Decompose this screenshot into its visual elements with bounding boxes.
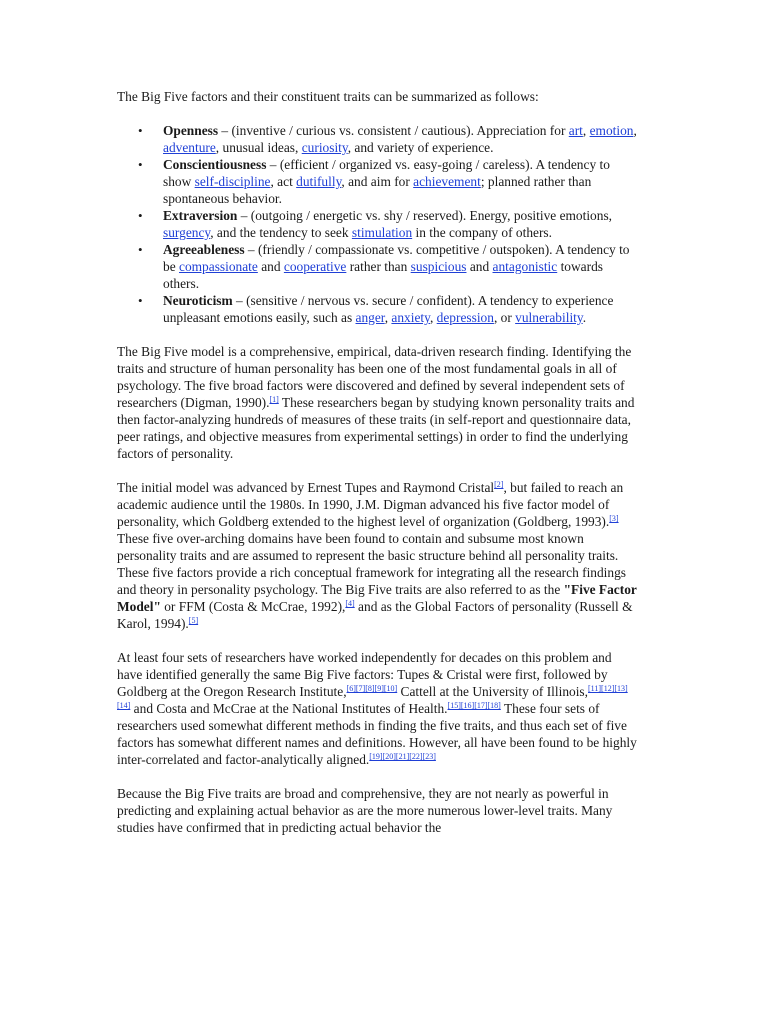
text-run: , — [633, 123, 637, 138]
text-run: , — [384, 310, 392, 325]
intro-paragraph: The Big Five factors and their constituent traits can be summarized as follows: — [117, 89, 539, 104]
inline-link[interactable]: anger — [355, 310, 385, 325]
text-run: , but failed to reach an academic audience until the 1980s. In 1990, J.M. Digman advanced his five factor model of personality, which Goldberg extended to the highest level of organization (Goldberg, 1993). — [117, 480, 624, 529]
trait-item-conscientiousness — [163, 156, 637, 207]
text-run: – (inventive / curious vs. consistent / cautious). Appreciation for — [218, 123, 569, 138]
text-run: ; planned rather than spontaneous behavior. — [163, 174, 592, 206]
citation-link[interactable]: [15][16][17][18] — [447, 701, 501, 710]
text-run: and — [466, 259, 493, 274]
text-run: Cattell at the University of Illinois, — [397, 684, 588, 699]
bold-term: Neuroticism — [163, 293, 233, 308]
text-run: The initial model was advanced by Ernest Tupes and Raymond Cristal — [117, 480, 495, 495]
text-run: in the company of others. — [412, 225, 552, 240]
trait-item-extraversion — [163, 207, 637, 241]
text-run: , and variety of experience. — [347, 140, 494, 155]
inline-link[interactable]: adventure — [163, 140, 216, 155]
inline-link[interactable]: self-discipline — [194, 174, 271, 189]
bold-term: Extraversion — [163, 208, 238, 223]
text-run: , and the tendency to seek — [210, 225, 352, 240]
bold-term: "Five Factor Model" — [117, 582, 637, 614]
inline-link[interactable]: anxiety — [391, 310, 430, 325]
trait-item-agreeableness — [163, 241, 637, 292]
inline-link[interactable]: dutifully — [296, 174, 342, 189]
inline-link[interactable]: antagonistic — [492, 259, 558, 274]
citation-ref — [369, 752, 436, 761]
citation-ref — [448, 701, 501, 710]
text-run: and as the Global Factors of personality (Russell & Karol, 1994). — [117, 599, 633, 631]
text-run: or FFM (Costa & McCrae, 1992), — [160, 599, 346, 614]
citation-ref — [609, 514, 618, 523]
citation-ref — [189, 616, 198, 625]
text-run: rather than — [346, 259, 411, 274]
text-run: and Costa and McCrae at the National Institutes of Health. — [130, 701, 448, 716]
text-run: – (outgoing / energetic vs. shy / reserved). Energy, positive emotions, — [237, 208, 613, 223]
inline-link[interactable]: art — [568, 123, 583, 138]
bold-term: Agreeableness — [163, 242, 245, 257]
inline-link[interactable]: emotion — [589, 123, 634, 138]
text-run: These researchers began by studying known personality traits and then factor-analyzing hundreds of measures of these traits (in self-report and questionnaire data, peer ratings, and objective measures from experimental settings) in order to find the underlying factors of personality. — [117, 395, 635, 461]
body-paragraph-4 — [117, 785, 637, 836]
text-run: These five over-arching domains have been found to contain and subsume most known personality traits and are assumed to represent the basic structure behind all personality traits. These five factors provide a rich conceptual framework for integrating all the research findings and theory in personality psychology. The Big Five traits are also referred to as the — [117, 531, 627, 597]
body-paragraph-2 — [117, 479, 637, 632]
citation-link[interactable]: [19][20][21][22][23] — [369, 752, 436, 761]
text-run: , — [582, 123, 590, 138]
text-run: These four sets of researchers used somewhat different methods in finding the five traits, and thus each set of five factors has somewhat different names and definitions. However, all have been found to be highly inter-correlated and factor-analytically aligned. — [117, 701, 637, 767]
inline-link[interactable]: cooperative — [283, 259, 347, 274]
inline-link[interactable]: depression — [436, 310, 494, 325]
citation-link[interactable]: [6][7][8][9][10] — [346, 684, 398, 693]
trait-list — [117, 122, 637, 326]
citation-ref — [345, 599, 354, 608]
inline-link[interactable]: achievement — [413, 174, 481, 189]
citation-link[interactable]: [5] — [188, 616, 199, 625]
text-run: – (sensitive / nervous vs. secure / confident). A tendency to experience unpleasant emotions easily, such as — [163, 293, 614, 325]
bold-term: Conscientiousness — [163, 157, 267, 172]
text-run: , and aim for — [341, 174, 414, 189]
text-run: Because the Big Five traits are broad and comprehensive, they are not nearly as powerful in predicting and explaining actual behavior as are the more numerous lower-level traits. Many studies have confirmed that in predicting actual behavior the — [117, 786, 613, 835]
text-run: – (friendly / compassionate vs. competitive / outspoken). A tendency to be — [163, 242, 630, 274]
text-run: The Big Five model is a comprehensive, empirical, data-driven research finding. Identifying the traits and structure of human personality has been one of the most fundamental goals in all of psychology. The five broad factors were discovered and defined by several independent sets of researchers (Digman, 1990). — [117, 344, 632, 410]
body-paragraph-1 — [117, 343, 637, 462]
inline-link[interactable]: vulnerability — [515, 310, 583, 325]
trait-item-neuroticism — [163, 292, 637, 326]
body-paragraph-3 — [117, 649, 637, 768]
citation-ref — [269, 395, 278, 404]
text-run: and — [257, 259, 284, 274]
bold-term: Openness — [163, 123, 219, 138]
citation-link[interactable]: [2] — [494, 480, 504, 489]
inline-link[interactable]: compassionate — [179, 259, 258, 274]
citation-link[interactable]: [11][12][13][14] — [117, 684, 628, 710]
inline-link[interactable]: stimulation — [351, 225, 413, 240]
text-run: At least four sets of researchers have worked independently for decades on this problem and have identified generally the same Big Five factors: Tupes & Cristal were first, followed by Goldberg at the Oregon Research Institute, — [117, 650, 612, 699]
citation-ref — [347, 684, 398, 693]
citation-link[interactable]: [4] — [345, 599, 355, 608]
document-body — [117, 88, 637, 853]
text-run: , act — [270, 174, 297, 189]
text-run: , — [429, 310, 437, 325]
trait-item-openness — [163, 122, 637, 156]
inline-link[interactable]: surgency — [163, 225, 211, 240]
citation-link[interactable]: [3] — [609, 514, 619, 523]
text-run: , unusual ideas, — [215, 140, 302, 155]
text-run: – (efficient / organized vs. easy-going / careless). A tendency to show — [163, 157, 610, 189]
text-run: towards others. — [163, 259, 603, 291]
text-run: . — [582, 310, 587, 325]
citation-link[interactable]: [1] — [269, 395, 279, 404]
inline-link[interactable]: curiosity — [301, 140, 348, 155]
text-run: , or — [493, 310, 516, 325]
inline-link[interactable]: suspicious — [410, 259, 467, 274]
